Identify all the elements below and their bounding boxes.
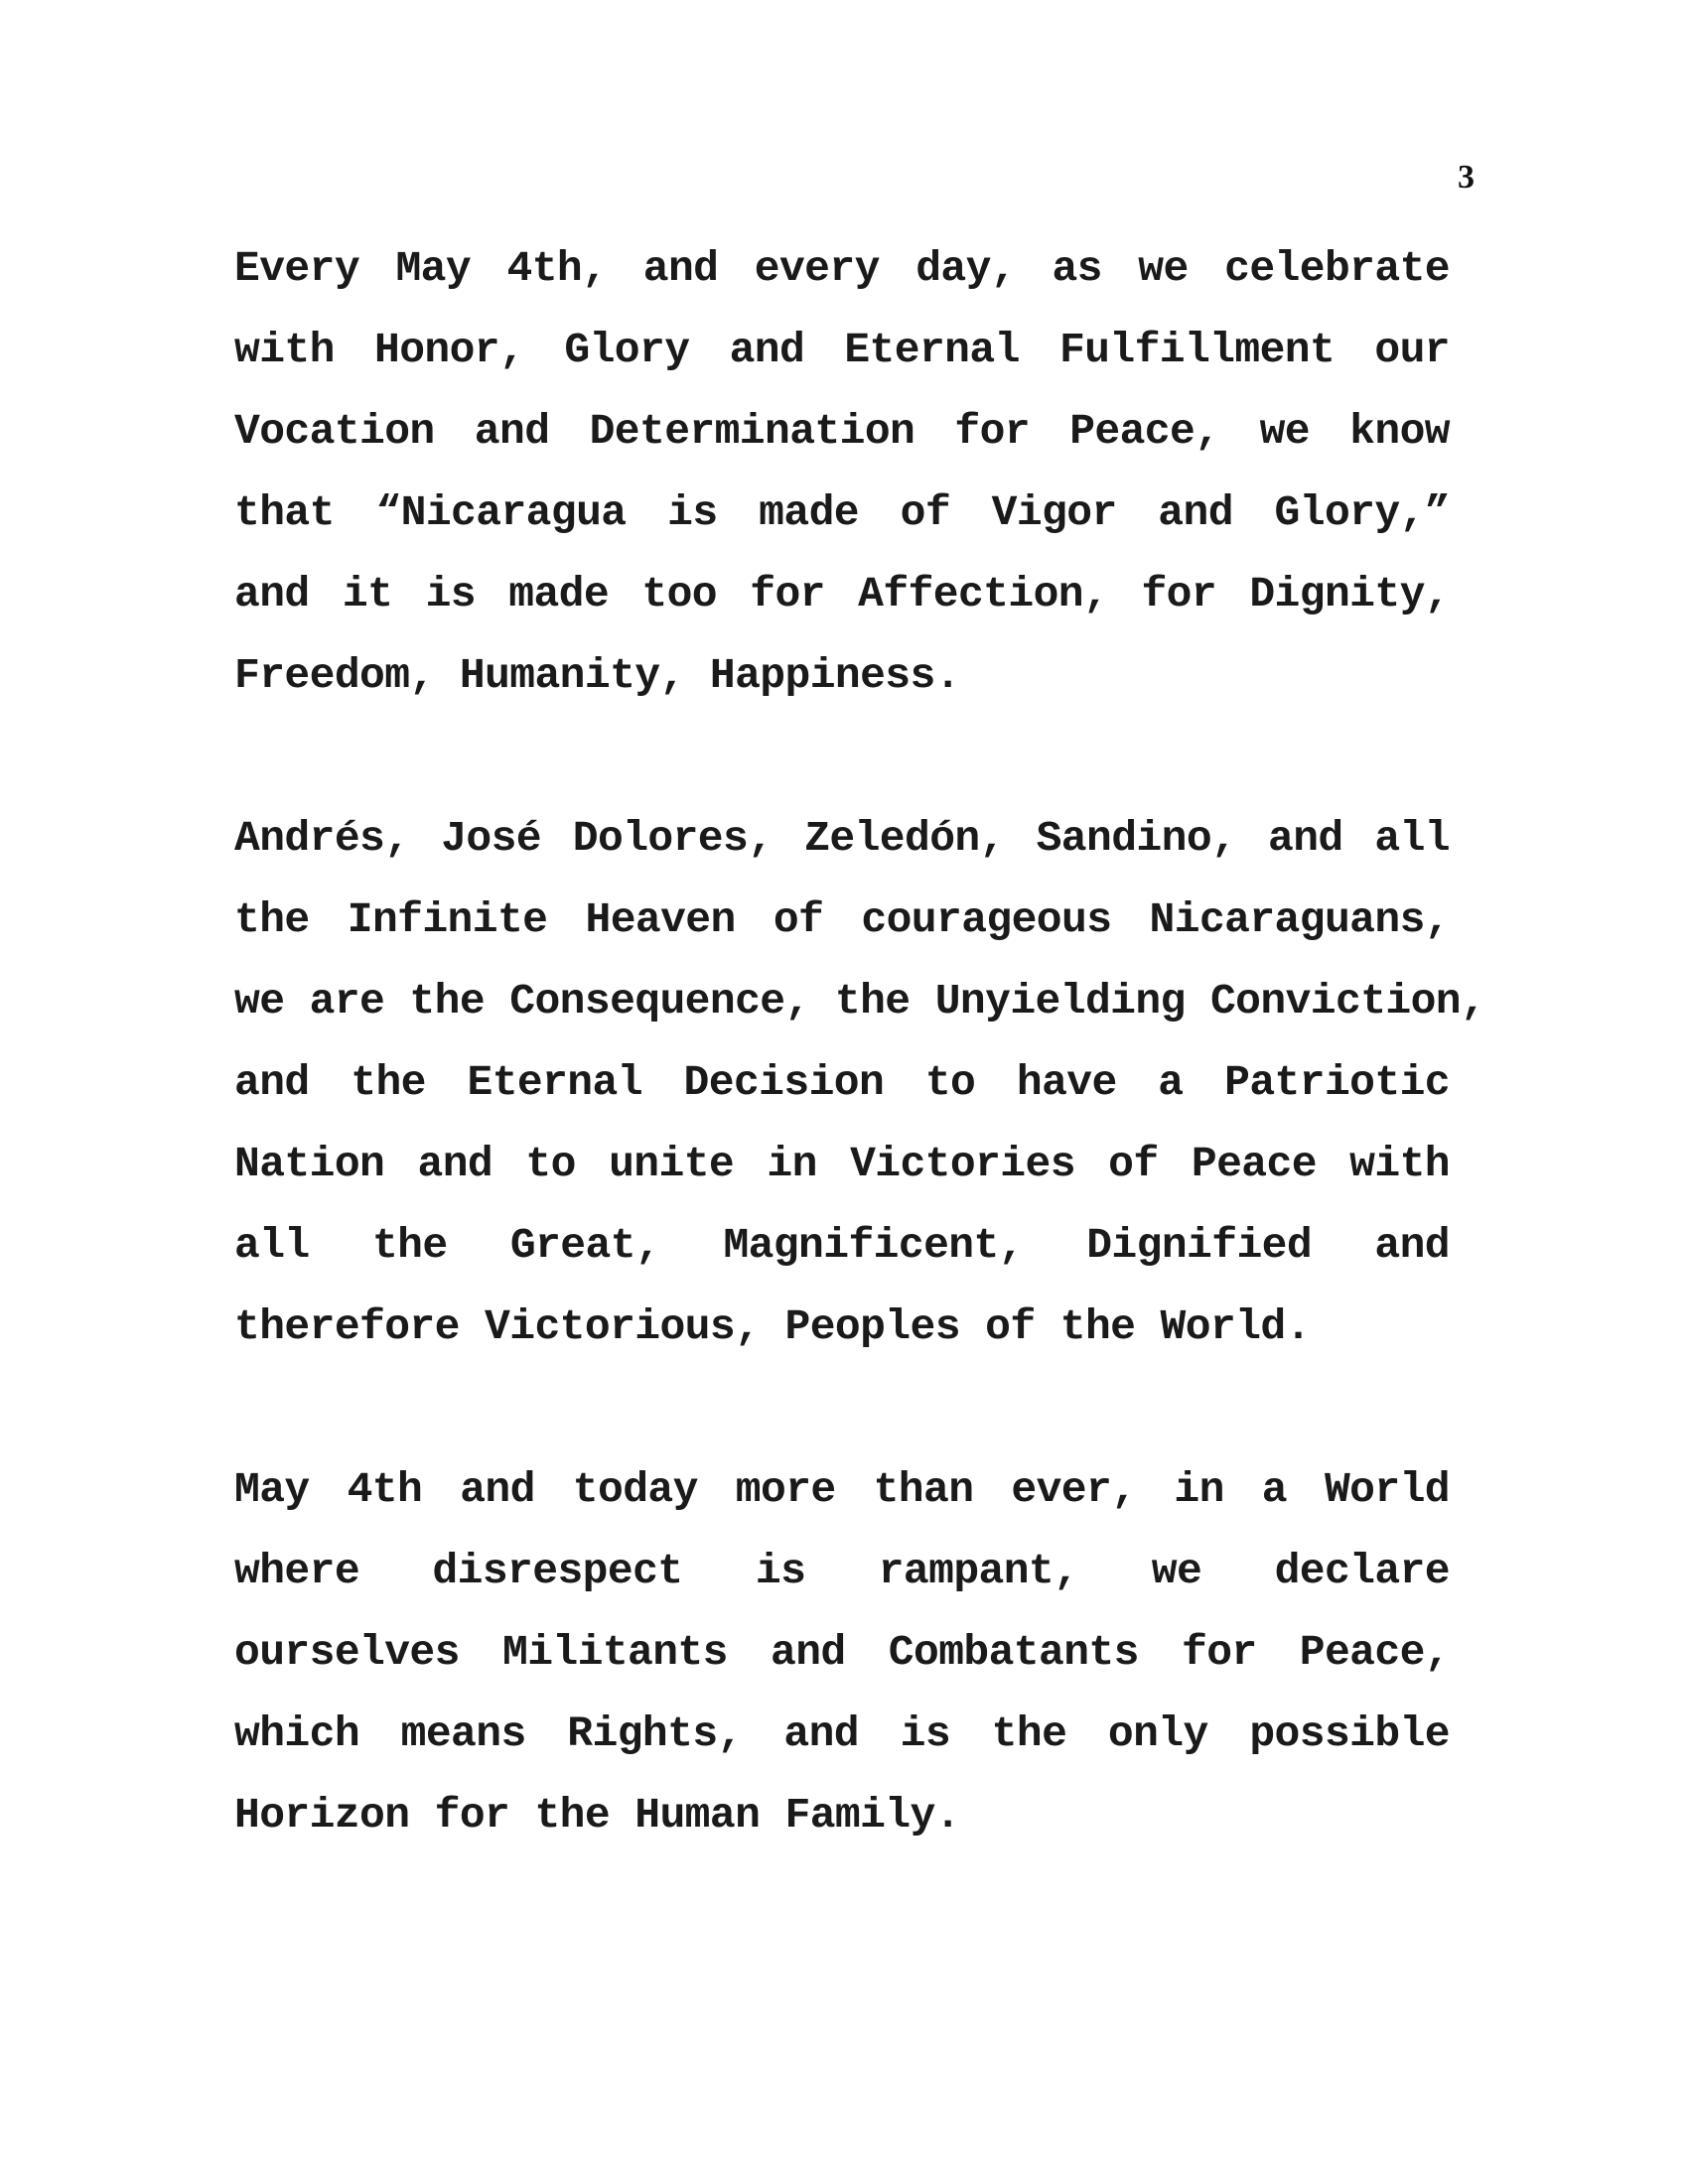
text-line: May 4th and today more than ever, in a World: [234, 1465, 1450, 1514]
text-line: Andrés, José Dolores, Zeledón, Sandino, and all: [234, 814, 1450, 863]
body-text: [234, 228, 1486, 1938]
text-line: the Infinite Heaven of courageous Nicaraguans,: [234, 895, 1450, 944]
text-line: Freedom, Humanity, Happiness.: [234, 651, 960, 700]
text-line: and the Eternal Decision to have a Patriotic: [234, 1058, 1450, 1107]
text-line: Horizon for the Human Family.: [234, 1791, 960, 1840]
text-line: therefore Victorious, Peoples of the World.: [234, 1302, 1311, 1351]
text-line: all the Great, Magnificent, Dignified and: [234, 1221, 1450, 1270]
text-line: ourselves Militants and Combatants for Peace,: [234, 1628, 1450, 1677]
paragraph-3: [234, 1449, 1450, 1856]
paragraph-2: [234, 798, 1486, 1368]
text-line: that “Nicaragua is made of Vigor and Glory,”: [234, 488, 1450, 537]
page-number: 3: [1458, 159, 1475, 196]
paragraph-1: [234, 228, 1450, 717]
text-line: which means Rights, and is the only possible: [234, 1709, 1450, 1758]
text-line: and it is made too for Affection, for Dignity,: [234, 570, 1450, 618]
text-line: with Honor, Glory and Eternal Fulfillment our: [234, 326, 1450, 374]
text-line: Vocation and Determination for Peace, we know: [234, 407, 1450, 456]
text-line: Nation and to unite in Victories of Peace with: [234, 1140, 1450, 1188]
text-line: where disrespect is rampant, we declare: [234, 1547, 1450, 1595]
text-line: we are the Consequence, the Unyielding Conviction,: [234, 977, 1486, 1025]
text-line: Every May 4th, and every day, as we celebrate: [234, 244, 1450, 293]
